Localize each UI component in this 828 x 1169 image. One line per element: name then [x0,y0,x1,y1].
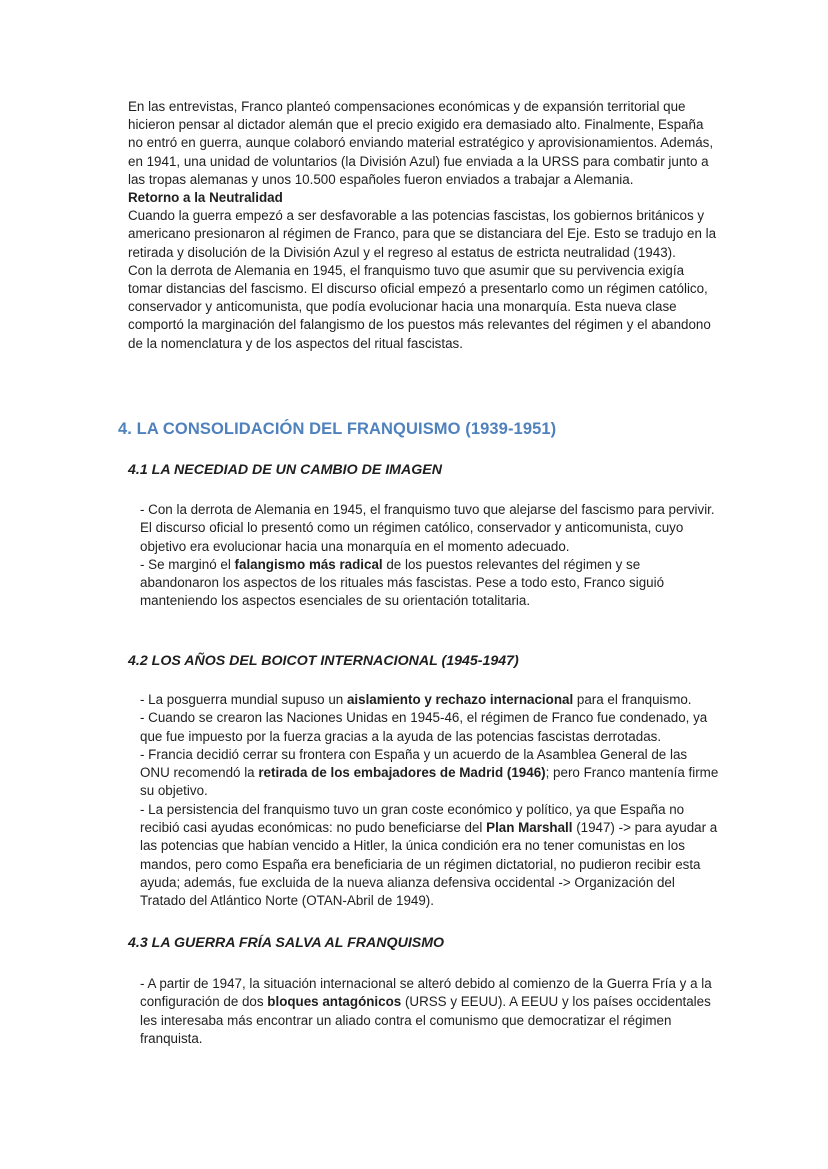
intro-paragraph-1: En las entrevistas, Franco planteó compensaciones económicas y de expansión territorial que hicieron pensar al dictador alemán que el precio exigido era demasiado alto. Finalmente, España no entró en guerra, aunque colaboró enviando material estratégico y aprovisionamientos. Además, en 1941, una unidad de voluntarios (la División Azul) fue enviada a la URSS para combatir junto a las tropas alemanas y unos 10.500 españoles fueron enviados a trabajar a Alemania. [128,99,714,187]
section-4-1-body [140,501,720,611]
bold-falangismo: falangismo más radical [234,556,383,572]
section-4-3-heading: 4.3 LA GUERRA FRÍA SALVA AL FRANQUISMO [128,935,445,951]
subtitle-retorno-neutralidad: Retorno a la Neutralidad [128,190,283,206]
s42-bullet-3: - Francia decidió cerrar su frontera con España y un acuerdo de la Asamblea General de las ONU recomendó la retirada de los embajadores de Madrid (1946); pero Franco mantenía firme su objetivo. [140,746,719,799]
s41-bullet-2: - Se marginó el falangismo más radical de los puestos relevantes del régimen y se abandonaron los aspectos de los rituales más fascistas. Pese a todo esto, Franco siguió manteniendo los aspectos esenciales de su orientación totalitaria. [140,556,665,609]
section-4-2-heading: 4.2 LOS AÑOS DEL BOICOT INTERNACIONAL (1945-1947) [128,653,519,669]
bold-retirada-embajadores: retirada de los embajadores de Madrid (1946) [258,765,546,781]
bold-aislamiento: aislamiento y rechazo internacional [346,692,574,707]
section-4-1-heading: 4.1 LA NECEDIAD DE UN CAMBIO DE IMAGEN [128,462,442,478]
s41-bullet-1: - Con la derrota de Alemania en 1945, el franquismo tuvo que alejarse del fascismo para pervivir. El discurso oficial lo presentó como un régimen católico, conservador y anticomunista, cuyo objetivo era evolucionar hacia una monarquía en el momento adecuado. [140,502,715,554]
s42-bullet-4: - La persistencia del franquismo tuvo un gran coste económico y político, ya que España no recibió casi ayudas económicas: no pudo beneficiarse del Plan Marshall (1947) -> para ayudar a las potencias que habían vencido a Hitler, la única condición era no tener comunistas en los mandos, pero como España era beneficiaria de un régimen dictatorial, no pudieron recibir esta ayuda; además, fue excluida de la nueva alianza defensiva occidental -> Organización del Tratado del Atlántico Norte (OTAN-Abril de 1949). [140,801,718,909]
bold-plan-marshall: Plan Marshall [486,820,573,836]
bold-bloques-antagonicos: bloques antagónicos [267,994,402,1010]
s42-bullet-2: - Cuando se crearon las Naciones Unidas en 1945-46, el régimen de Franco fue condenado, ya que fue impuesto por la fuerza gracias a la ayuda de las potencias fascistas derrotadas. [140,710,708,744]
section-4-heading: 4. LA CONSOLIDACIÓN DEL FRANQUISMO (1939-1951) [118,420,557,438]
s42-bullet-1: - La posguerra mundial supuso un aislamiento y rechazo internacional para el franquismo. [140,692,692,707]
intro-paragraph-3: Con la derrota de Alemania en 1945, el franquismo tuvo que asumir que su pervivencia exigía tomar distancias del fascismo. El discurso oficial empezó a presentarlo como un régimen católico, conservador y anticomunista, que podía evolucionar hacia una monarquía. Esta nueva clase comportó la marginación del falangismo de los puestos más relevantes del régimen y el abandono de la nomenclatura y de los aspectos del ritual fascistas. [128,262,711,351]
s43-bullet-1: - A partir de 1947, la situación internacional se alteró debido al comienzo de la Guerra Fría y a la configuración de dos bloques antagónicos (URSS y EEUU). A EEUU y los países occidentales les interesaba más encontrar un aliado contra el comunismo que democratizar el régimen franquista. [140,976,712,1046]
section-4-3-body [140,975,720,1048]
intro-paragraph-2: Cuando la guerra empezó a ser desfavorable a las potencias fascistas, los gobiernos británicos y americano presionaron al régimen de Franco, para que se distanciara del Eje. Esto se tradujo en la retirada y disolución de la División Azul y el regreso al estatus de estricta neutralidad (1943). [128,208,717,260]
section-4-2-body [140,691,720,911]
intro-section [128,98,718,353]
